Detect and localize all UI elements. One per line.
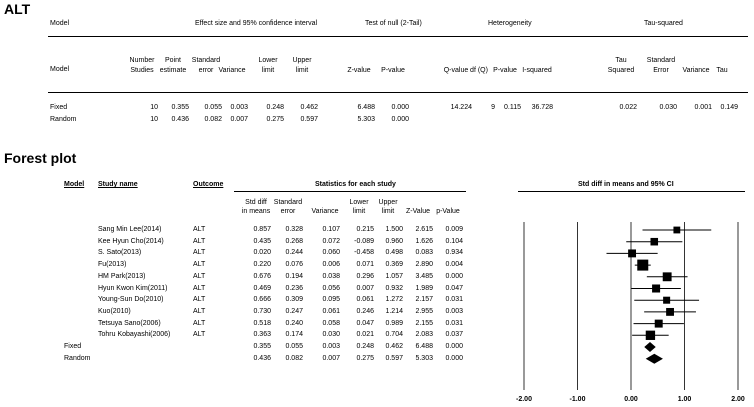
alt-cell: 0.597 [300,116,318,123]
alt-col-header: Variance [682,67,710,74]
forest-study-name: Tetsuya Sano(2006) [98,319,161,327]
forest-cell: 1.272 [385,296,403,304]
alt-cell: 0.355 [171,104,189,111]
forest-cell: 0.060 [322,249,340,257]
effect-square [646,331,655,340]
forest-cell: 0.309 [285,296,303,304]
forest-cell: 1.626 [415,237,433,245]
forest-cell: 2.157 [415,296,433,304]
forest-col-header: p-Value [436,208,460,215]
forest-cell: 0.076 [285,261,303,269]
alt-cell: 0.115 [504,104,521,111]
alt-col-header: P-value [493,67,517,74]
forest-cell: 0.031 [445,296,463,304]
forest-study-name: Kuo(2010) [98,307,131,315]
forest-cell: 0.056 [322,284,340,292]
forest-header-plot: Std diff in means and 95% CI [578,181,674,188]
forest-cell: 0.518 [253,319,271,327]
forest-cell: 0.215 [356,226,374,233]
forest-cell: 0.031 [445,319,463,327]
alt-cell: 0.000 [391,104,409,111]
forest-cell: 0.857 [253,226,271,233]
alt-col-header: Tau [716,67,728,74]
forest-study-name: HM Park(2013) [98,272,146,280]
alt-col-header: df (Q) [470,67,488,74]
alt-group-tau: Tau-squared [644,20,683,27]
forest-cell: 0.296 [356,272,374,280]
forest-cell: 0.246 [356,307,374,315]
forest-col-header: Standard error [273,199,303,215]
forest-cell: 2.083 [415,331,433,339]
effect-square [637,260,648,271]
forest-cell: 0.960 [385,237,403,245]
forest-col-header: Std diff in means [241,199,271,215]
forest-cell: -0.458 [354,249,374,257]
forest-cell: 3.485 [415,272,433,280]
summary-diamond [644,342,655,352]
forest-cell: 0.247 [285,307,303,315]
forest-cell: 0.000 [445,272,463,280]
effect-square [673,227,680,234]
forest-study-name: Fu(2013) [98,261,127,269]
forest-cell: 0.989 [385,319,403,327]
effect-square [652,284,660,292]
forest-study-name: Kee Hyun Cho(2014) [98,237,164,245]
forest-outcome: ALT [193,237,206,245]
forest-header-outcome: Outcome [193,181,224,188]
forest-cell: 0.676 [253,272,271,280]
alt-col-header: Q-value [443,67,469,74]
forest-study-name: Young-Sun Do(2010) [98,296,164,304]
alt-cell: 0.000 [391,116,409,123]
alt-cell: 10 [150,104,158,111]
forest-cell: 2.890 [415,261,433,269]
forest-cell: 0.934 [445,249,463,257]
forest-cell: 0.240 [285,319,303,327]
alt-col-header: Point estimate [159,57,187,74]
alt-cell: 0.022 [619,104,637,111]
forest-cell: 0.006 [322,261,340,269]
alt-title: ALT [4,1,31,17]
forest-cell: 0.000 [445,354,463,362]
alt-col-header: I-squared [522,67,552,74]
forest-header-stats: Statistics for each study [315,181,396,188]
effect-square [663,297,670,304]
forest-cell: 0.058 [322,319,340,327]
forest-outcome: ALT [193,272,206,280]
forest-cell: 0.248 [356,343,374,350]
forest-outcome: ALT [193,226,206,233]
summary-diamond [646,354,663,364]
alt-col-header: Standard Error [646,57,676,74]
forest-cell: 0.104 [445,237,463,245]
alt-cell: 14.224 [450,104,472,111]
forest-cell: 0.363 [253,331,271,339]
forest-outcome: ALT [193,307,206,315]
alt-group-null: Test of null (2-Tail) [365,20,422,27]
forest-outcome: ALT [193,296,206,304]
alt-cell: 0.248 [266,104,284,111]
forest-outcome: ALT [193,284,206,292]
forest-cell: 6.488 [415,343,433,350]
forest-cell: -0.089 [354,237,374,245]
alt-cell: 6.488 [357,104,375,111]
forest-cell: 0.369 [385,261,403,269]
forest-cell: 1.057 [385,272,403,280]
forest-cell: 0.436 [253,354,271,362]
axis-tick-label: 2.00 [731,396,745,403]
forest-cell: 0.082 [285,354,303,362]
effect-square [651,238,659,246]
alt-cell: Random [50,116,77,123]
alt-cell: 0.055 [204,104,222,111]
forest-study-name: Sang Min Lee(2014) [98,226,162,233]
forest-cell: 0.020 [253,249,271,257]
alt-col-header: P-value [381,67,405,74]
alt-cell: 0.275 [266,116,284,123]
forest-cell: 0.174 [285,331,303,339]
forest-cell: 0.107 [322,226,340,233]
forest-cell: 1.989 [415,284,433,292]
forest-cell: 2.955 [415,307,433,315]
alt-col-header: Upper limit [292,57,312,74]
forest-outcome: ALT [193,319,206,327]
forest-cell: 0.462 [385,343,403,350]
effect-square [628,249,636,257]
forest-outcome: ALT [193,261,206,269]
alt-group-model: Model [50,20,70,27]
forest-cell: 0.236 [285,284,303,292]
axis-tick-label: 0.00 [624,396,638,403]
forest-cell: 1.500 [385,226,403,233]
forest-study-name: S. Sato(2013) [98,249,142,257]
forest-study-name: Hyun Kwon Kim(2011) [98,284,168,292]
forest-cell: 0.704 [385,331,403,339]
alt-cell: 0.003 [230,104,248,111]
alt-cell: 10 [150,116,158,123]
forest-cell: 5.303 [415,354,433,362]
forest-cell: 0.498 [385,249,403,257]
forest-header-study: Study name [98,181,138,188]
alt-cell: 0.436 [171,116,189,123]
forest-cell: 0.435 [253,237,271,245]
forest-cell: 0.000 [445,343,463,350]
forest-cell: 0.355 [253,343,271,350]
forest-cell: 0.328 [285,226,303,233]
forest-cell: 0.268 [285,237,303,245]
forest-cell: 0.597 [385,354,403,362]
forest-col-header: Lower limit [349,199,369,215]
alt-cell: 0.007 [230,116,248,123]
forest-col-header: Upper limit [378,199,398,215]
effect-square [655,320,663,328]
forest-cell: 0.061 [322,307,340,315]
forest-study-name: Tohru Kobayashi(2006) [98,331,171,339]
alt-cell: 9 [491,104,495,111]
alt-col-header: Lower limit [258,57,278,74]
axis-tick-label: -2.00 [516,396,532,403]
alt-group-effect: Effect size and 95% confidence interval [195,20,318,27]
forest-cell: 0.047 [445,284,463,292]
alt-cell: 0.030 [659,104,677,111]
alt-col-header: Number Studies [129,57,155,74]
forest-cell: 0.038 [322,272,340,280]
alt-cell: 0.462 [300,104,318,111]
forest-cell: 0.003 [322,343,340,350]
forest-cell: 0.730 [253,307,271,315]
forest-cell: 0.021 [356,331,374,339]
forest-cell: 0.030 [322,331,340,339]
alt-cell: 0.001 [694,104,712,111]
axis-tick-label: -1.00 [569,396,586,403]
forest-cell: 0.061 [356,296,374,304]
alt-cell: 5.303 [357,116,375,123]
forest-cell: 0.275 [356,354,374,362]
forest-cell: 0.004 [445,261,463,269]
forest-cell: 1.214 [385,307,403,315]
alt-col-header: Variance [218,67,246,74]
alt-group-het: Heterogeneity [488,20,532,27]
forest-title: Forest plot [4,150,77,166]
alt-cell: Fixed [50,104,68,111]
forest-outcome: ALT [193,249,206,257]
forest-cell: 0.095 [322,296,340,304]
alt-col-header: Z-value [347,67,371,74]
forest-cell: 0.072 [322,237,340,245]
forest-header-model: Model [64,181,85,188]
forest-model-label: Fixed [64,343,82,350]
forest-cell: 0.220 [253,261,271,269]
forest-cell: 0.047 [356,319,374,327]
forest-cell: 0.007 [322,354,340,362]
axis-tick-label: 1.00 [677,396,692,403]
alt-cell: 36.728 [531,104,553,111]
forest-cell: 2.155 [415,319,433,327]
forest-cell: 0.083 [415,249,433,257]
forest-cell: 0.055 [285,343,303,350]
effect-square [666,308,674,316]
forest-model-label: Random [64,354,91,362]
forest-cell: 0.009 [445,226,463,233]
forest-col-header: Z-Value [406,208,430,215]
alt-col-header: Model [50,66,70,73]
forest-cell: 0.244 [285,249,303,257]
forest-cell: 0.666 [253,296,271,304]
forest-cell: 2.615 [415,226,433,233]
forest-cell: 0.003 [445,307,463,315]
alt-col-header: Tau Squared [607,57,635,74]
forest-cell: 0.194 [285,272,303,280]
forest-cell: 0.932 [385,284,403,292]
forest-cell: 0.071 [356,261,374,269]
effect-square [663,272,672,281]
forest-col-header: Variance [311,208,339,215]
forest-outcome: ALT [193,331,206,339]
alt-cell: 0.082 [204,116,222,123]
forest-cell: 0.037 [445,331,463,339]
forest-cell: 0.007 [356,284,374,292]
alt-cell: 0.149 [720,104,738,111]
alt-col-header: Standard error [191,57,221,74]
forest-cell: 0.469 [253,284,271,292]
